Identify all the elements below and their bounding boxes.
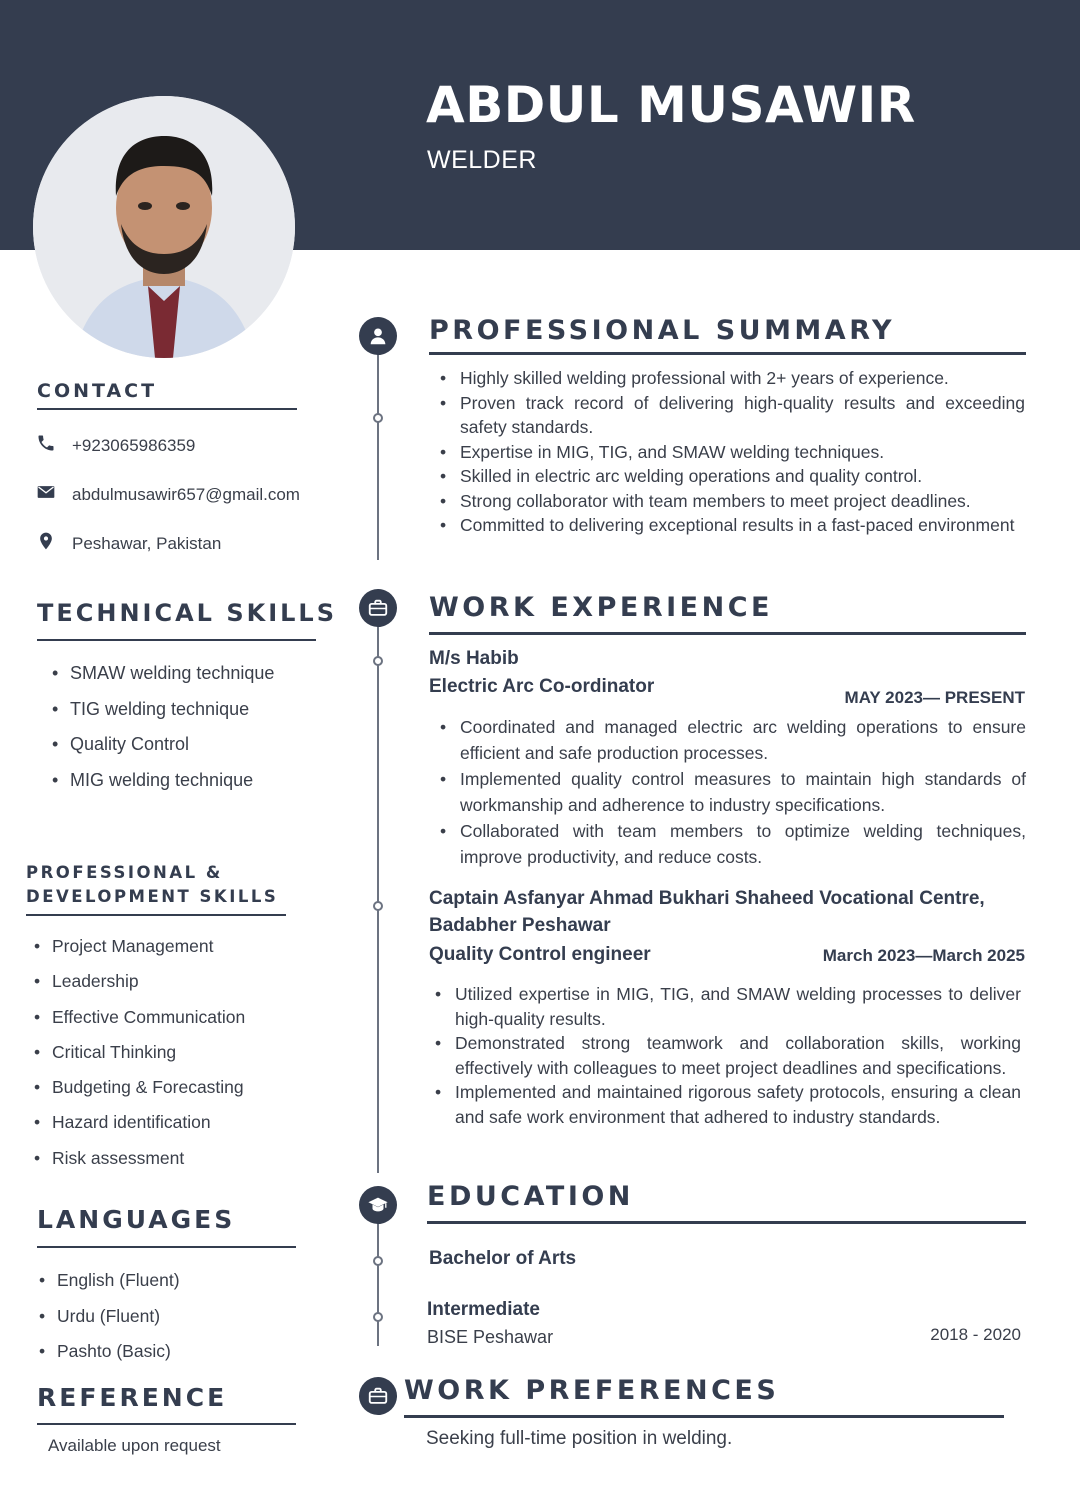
education-years: 2018 - 2020 xyxy=(930,1325,1021,1344)
job2-role: Quality Control engineer xyxy=(429,944,651,965)
preferences-badge xyxy=(359,1377,397,1415)
list-item: • Utilized expertise in MIG, TIG, and SMAW welding processes to deliver high-quality results. xyxy=(423,982,1021,1031)
user-icon xyxy=(367,325,389,347)
languages-list xyxy=(39,1263,180,1370)
education-heading: EDUCATION xyxy=(427,1181,634,1212)
list-item: • Risk assessment xyxy=(34,1141,245,1176)
list-item: • Quality Control xyxy=(52,727,274,763)
list-item: • Skilled in electric arc welding operations and quality control. xyxy=(428,464,1025,489)
languages-divider xyxy=(37,1246,296,1248)
list-item: • TIG welding technique xyxy=(52,692,274,728)
list-item: • SMAW welding technique xyxy=(52,656,274,692)
timeline-segment xyxy=(377,1222,379,1346)
contact-divider xyxy=(37,408,297,410)
languages-heading: LANGUAGES xyxy=(37,1205,236,1234)
reference-divider xyxy=(37,1423,296,1425)
list-item: • Coordinated and managed electric arc welding operations to ensure efficient and safe production processes. xyxy=(428,714,1026,766)
list-item: • Implemented quality control measures to maintain high standards of workmanship and adherence to industry specifications. xyxy=(428,766,1026,818)
email-address[interactable]: abdulmusawir657@gmail.com xyxy=(72,485,300,504)
list-item: • Hazard identification xyxy=(34,1105,245,1140)
degree-intermediate: Intermediate xyxy=(427,1299,540,1320)
list-item: • Pashto (Basic) xyxy=(39,1334,180,1370)
preferences-text: Seeking full-time position in welding. xyxy=(426,1428,733,1449)
briefcase-icon xyxy=(367,1385,389,1407)
list-item: • Budgeting & Forecasting xyxy=(34,1070,245,1105)
technical-skills-heading: TECHNICAL SKILLS xyxy=(37,599,337,627)
contact-phone xyxy=(36,433,302,458)
phone-number[interactable]: +923065986359 xyxy=(72,436,196,455)
contact-location xyxy=(36,531,302,556)
timeline-dot xyxy=(373,1312,383,1322)
graduation-cap-icon xyxy=(367,1194,389,1216)
list-item: • Proven track record of delivering high-quality results and exceeding safety standards. xyxy=(428,391,1025,440)
school-name: BISE Peshawar xyxy=(427,1327,554,1347)
list-item: • Effective Communication xyxy=(34,1000,245,1035)
contact-email xyxy=(36,482,302,507)
job2-company-line1: Captain Asfanyar Ahmad Bukhari Shaheed Vocational Centre, xyxy=(429,888,985,909)
list-item: • Urdu (Fluent) xyxy=(39,1299,180,1335)
summary-list xyxy=(428,366,1025,538)
list-item: • English (Fluent) xyxy=(39,1263,180,1299)
list-item: • Critical Thinking xyxy=(34,1035,245,1070)
experience-badge xyxy=(359,589,397,627)
mail-icon xyxy=(36,482,60,502)
list-item: • Highly skilled welding professional with 2+ years of experience. xyxy=(428,366,1025,391)
job2-company-line2: Badabher Peshawar xyxy=(429,915,611,936)
reference-text: Available upon request xyxy=(48,1436,221,1455)
summary-badge xyxy=(359,317,397,355)
degree-bachelor: Bachelor of Arts xyxy=(429,1248,577,1269)
list-item: • Implemented and maintained rigorous safety protocols, ensuring a clean and safe work environment that adhered to industry standards. xyxy=(423,1080,1021,1129)
list-item: • Collaborated with team members to optimize welding techniques, improve productivity, and reduce costs. xyxy=(428,818,1026,870)
job2-dates: March 2023—March 2025 xyxy=(822,946,1025,965)
job1-company: M/s Habib xyxy=(429,648,519,669)
experience-heading: WORK EXPERIENCE xyxy=(429,592,773,623)
phone-icon xyxy=(36,433,60,453)
job-title: WELDER xyxy=(427,146,537,174)
timeline-segment xyxy=(377,626,379,1173)
technical-skills-divider xyxy=(37,639,316,641)
list-item: • Demonstrated strong teamwork and collaboration skills, working effectively with colleagues to meet project deadlines and specifications. xyxy=(423,1031,1021,1080)
job2-company xyxy=(429,885,1029,939)
experience-divider xyxy=(429,632,1026,635)
preferences-divider xyxy=(404,1415,1004,1418)
contact-heading: CONTACT xyxy=(37,380,158,402)
summary-divider xyxy=(429,352,1026,355)
briefcase-icon xyxy=(367,597,389,619)
timeline-dot xyxy=(373,656,383,666)
summary-heading: PROFESSIONAL SUMMARY xyxy=(429,315,896,346)
list-item: • Leadership xyxy=(34,964,245,999)
professional-skills-heading-line2: DEVELOPMENT SKILLS xyxy=(26,887,279,906)
profile-photo xyxy=(33,96,295,358)
list-item: • Expertise in MIG, TIG, and SMAW welding techniques. xyxy=(428,440,1025,465)
professional-skills-heading-line1: PROFESSIONAL & xyxy=(26,863,223,882)
job1-role: Electric Arc Co-ordinator xyxy=(429,676,655,697)
candidate-name: ABDUL MUSAWIR xyxy=(426,76,916,134)
timeline-segment xyxy=(377,352,379,560)
list-item: • Project Management xyxy=(34,929,245,964)
technical-skills-list xyxy=(52,656,274,798)
job1-dates: MAY 2023— PRESENT xyxy=(844,688,1025,707)
job1-bullets xyxy=(428,714,1026,870)
timeline-dot xyxy=(373,413,383,423)
timeline-dot xyxy=(373,1256,383,1266)
location-pin-icon xyxy=(36,531,60,551)
list-item: • MIG welding technique xyxy=(52,763,274,799)
list-item: • Committed to delivering exceptional results in a fast-paced environment xyxy=(428,513,1025,538)
professional-skills-list xyxy=(34,929,245,1176)
job2-bullets xyxy=(423,982,1021,1129)
professional-skills-divider xyxy=(26,914,286,916)
timeline-dot xyxy=(373,901,383,911)
location: Peshawar, Pakistan xyxy=(72,534,222,553)
reference-heading: REFERENCE xyxy=(37,1383,228,1412)
profile-photo-image xyxy=(33,96,295,358)
education-divider xyxy=(427,1221,1026,1224)
professional-skills-heading xyxy=(26,861,278,909)
education-badge xyxy=(359,1186,397,1224)
list-item: • Strong collaborator with team members to meet project deadlines. xyxy=(428,489,1025,514)
preferences-heading: WORK PREFERENCES xyxy=(404,1375,780,1406)
